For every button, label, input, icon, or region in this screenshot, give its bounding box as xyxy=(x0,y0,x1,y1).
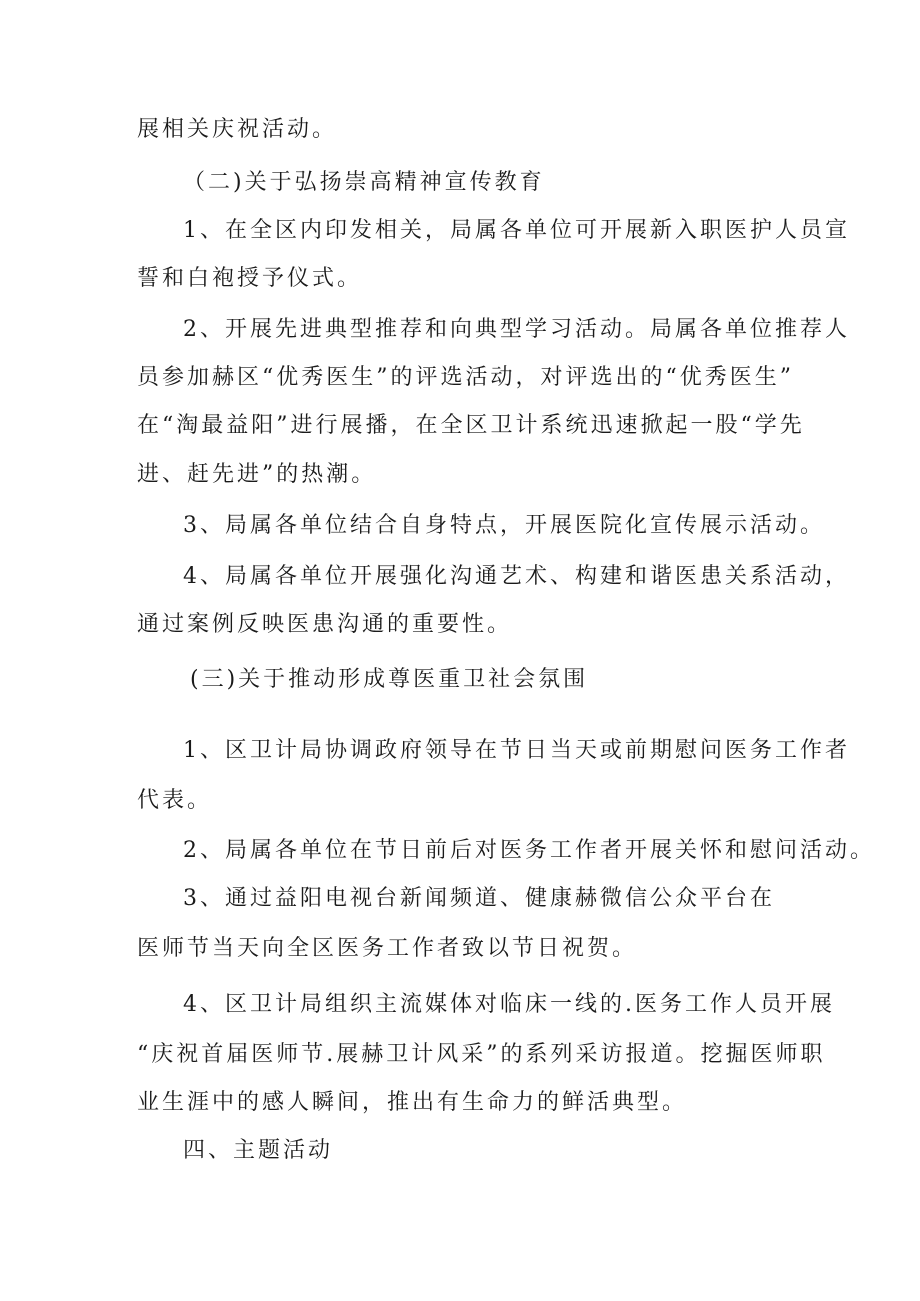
section-heading-2: （二)关于弘扬崇高精神宣传教育 xyxy=(183,170,545,195)
text-line-1: 展相关庆祝活动。 xyxy=(137,117,338,142)
text-line-15: 2、局属各单位在节日前后对医务工作者开展关怀和慰问活动。 xyxy=(183,838,875,863)
text-line-18: 4、区卫计局组织主流媒体对临床一线的.医务工作人员开展 xyxy=(183,992,835,1017)
text-line-8: 进、赶先进”的热潮。 xyxy=(137,462,377,487)
text-line-11: 通过案例反映医患沟通的重要性。 xyxy=(137,612,513,637)
text-line-7: 在“淘最益阳”进行展播，在全区卫计系统迅速掀起一股“学先 xyxy=(137,413,805,438)
text-line-3: 1、在全区内印发相关，局属各单位可开展新入职医护人员宣 xyxy=(183,218,850,243)
text-line-6: 员参加赫区“优秀医生”的评选活动，对评选出的“优秀医生” xyxy=(137,365,794,390)
text-line-9: 3、局属各单位结合自身特点，开展医院化宣传展示活动。 xyxy=(183,513,825,538)
text-line-13: 1、区卫计局协调政府领导在节日当天或前期慰问医务工作者 xyxy=(183,738,850,763)
text-line-10: 4、局属各单位开展强化沟通艺术、构建和谐医患关系活动， xyxy=(183,564,850,589)
text-line-19: “庆祝首届医师节.展赫卫计风采”的系列采访报道。挖掘医师职 xyxy=(137,1042,826,1067)
section-heading-3: (三)关于推动形成尊医重卫社会氛围 xyxy=(190,667,589,692)
text-line-16: 3、通过益阳电视台新闻频道、健康赫微信公众平台在 xyxy=(183,886,775,911)
text-line-20: 业生涯中的感人瞬间，推出有生命力的鲜活典型。 xyxy=(137,1090,688,1115)
text-line-14: 代表。 xyxy=(137,788,213,813)
text-line-5: 2、开展先进典型推荐和向典型学习活动。局属各单位推荐人 xyxy=(183,317,850,342)
section-heading-4: 四、主题活动 xyxy=(183,1138,334,1163)
text-line-4: 誓和白袍授予仪式。 xyxy=(137,266,363,291)
text-line-17: 医师节当天向全区医务工作者致以节日祝贺。 xyxy=(137,936,638,961)
